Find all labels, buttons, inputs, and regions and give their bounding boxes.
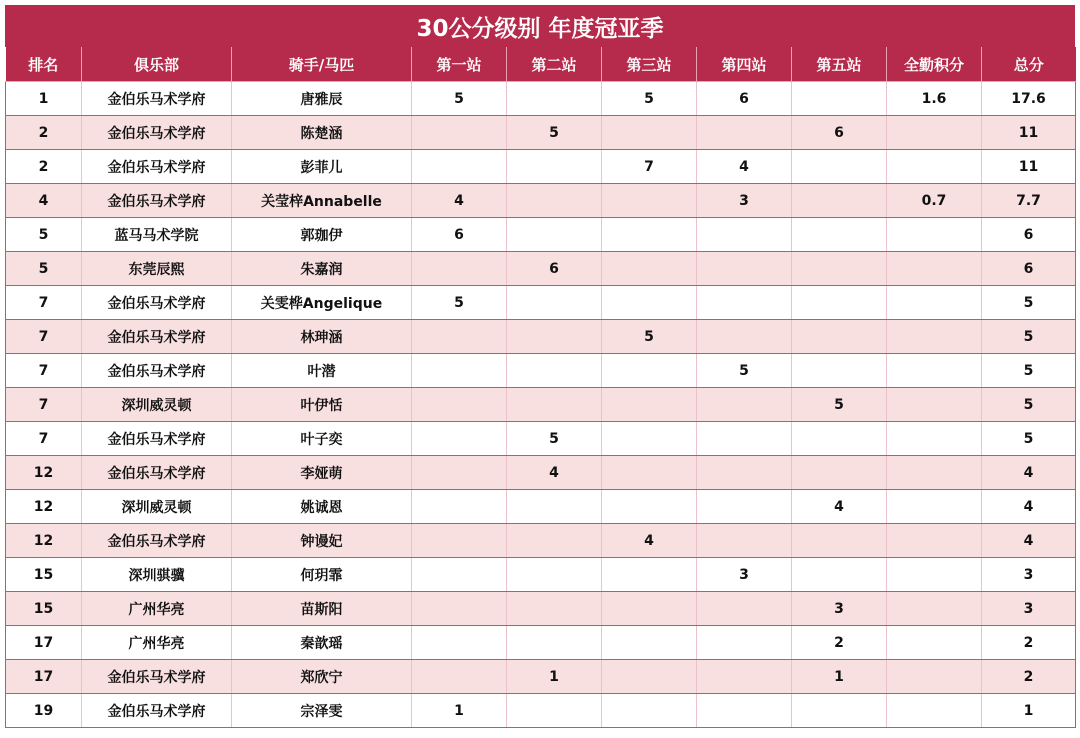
cell-club: 金伯乐马术学府 xyxy=(82,82,232,116)
cell-stage-2: 1 xyxy=(507,660,602,694)
cell-stage-1: 5 xyxy=(412,82,507,116)
cell-total: 4 xyxy=(982,524,1076,558)
cell-stage-1 xyxy=(412,320,507,354)
cell-stage-4: 6 xyxy=(697,82,792,116)
table-title: 30公分级别 年度冠亚季 xyxy=(5,5,1075,47)
cell-stage-4: 4 xyxy=(697,150,792,184)
table-body xyxy=(6,82,1076,728)
cell-stage-1 xyxy=(412,422,507,456)
cell-attendance xyxy=(887,524,982,558)
cell-stage-4 xyxy=(697,524,792,558)
cell-stage-3 xyxy=(602,388,697,422)
cell-total: 3 xyxy=(982,592,1076,626)
cell-stage-5: 1 xyxy=(792,660,887,694)
table-row xyxy=(6,388,1076,422)
cell-stage-4 xyxy=(697,286,792,320)
cell-stage-5 xyxy=(792,286,887,320)
table-row xyxy=(6,354,1076,388)
cell-stage-2 xyxy=(507,524,602,558)
cell-stage-4: 3 xyxy=(697,558,792,592)
cell-total: 7.7 xyxy=(982,184,1076,218)
cell-attendance xyxy=(887,388,982,422)
cell-stage-1 xyxy=(412,558,507,592)
cell-stage-5: 6 xyxy=(792,116,887,150)
cell-rank: 4 xyxy=(6,184,82,218)
cell-stage-3 xyxy=(602,626,697,660)
cell-attendance xyxy=(887,286,982,320)
cell-rank: 1 xyxy=(6,82,82,116)
cell-stage-3: 5 xyxy=(602,320,697,354)
cell-attendance xyxy=(887,422,982,456)
cell-club: 深圳骐骥 xyxy=(82,558,232,592)
column-header-stage-2: 第二站 xyxy=(507,47,602,82)
cell-club: 东莞辰熙 xyxy=(82,252,232,286)
column-header-rank: 排名 xyxy=(6,47,82,82)
cell-stage-2: 5 xyxy=(507,116,602,150)
cell-total: 6 xyxy=(982,252,1076,286)
table-row xyxy=(6,320,1076,354)
table-row xyxy=(6,116,1076,150)
table-row xyxy=(6,490,1076,524)
cell-stage-1: 6 xyxy=(412,218,507,252)
column-header-attendance: 全勤积分 xyxy=(887,47,982,82)
cell-rider: 陈楚涵 xyxy=(232,116,412,150)
cell-total: 6 xyxy=(982,218,1076,252)
cell-total: 11 xyxy=(982,150,1076,184)
table-row xyxy=(6,422,1076,456)
cell-stage-3 xyxy=(602,422,697,456)
cell-stage-1 xyxy=(412,456,507,490)
cell-attendance xyxy=(887,592,982,626)
cell-rider: 朱嘉润 xyxy=(232,252,412,286)
cell-club: 广州华亮 xyxy=(82,592,232,626)
cell-attendance xyxy=(887,354,982,388)
cell-stage-1 xyxy=(412,524,507,558)
cell-stage-1 xyxy=(412,150,507,184)
cell-rider: 关莹梓Annabelle xyxy=(232,184,412,218)
cell-rider: 关雯桦Angelique xyxy=(232,286,412,320)
header-row xyxy=(6,47,1076,82)
cell-total: 11 xyxy=(982,116,1076,150)
table-row xyxy=(6,252,1076,286)
cell-stage-4 xyxy=(697,592,792,626)
cell-attendance xyxy=(887,252,982,286)
table-row xyxy=(6,626,1076,660)
cell-stage-1 xyxy=(412,626,507,660)
cell-stage-2 xyxy=(507,320,602,354)
cell-stage-2 xyxy=(507,184,602,218)
cell-stage-3 xyxy=(602,218,697,252)
cell-stage-2 xyxy=(507,218,602,252)
cell-rank: 5 xyxy=(6,218,82,252)
cell-club: 深圳威灵顿 xyxy=(82,388,232,422)
cell-stage-1 xyxy=(412,116,507,150)
cell-stage-4 xyxy=(697,490,792,524)
cell-club: 金伯乐马术学府 xyxy=(82,660,232,694)
cell-stage-5 xyxy=(792,320,887,354)
cell-rank: 15 xyxy=(6,592,82,626)
table-row xyxy=(6,150,1076,184)
cell-stage-2 xyxy=(507,150,602,184)
cell-stage-5: 4 xyxy=(792,490,887,524)
cell-total: 3 xyxy=(982,558,1076,592)
cell-rider: 林珅涵 xyxy=(232,320,412,354)
cell-attendance xyxy=(887,490,982,524)
cell-stage-3 xyxy=(602,116,697,150)
cell-attendance xyxy=(887,558,982,592)
cell-total: 5 xyxy=(982,422,1076,456)
cell-rider: 苗斯阳 xyxy=(232,592,412,626)
cell-stage-3: 5 xyxy=(602,82,697,116)
table-row xyxy=(6,184,1076,218)
cell-club: 金伯乐马术学府 xyxy=(82,116,232,150)
cell-stage-2 xyxy=(507,354,602,388)
table-row xyxy=(6,82,1076,116)
cell-stage-5 xyxy=(792,558,887,592)
cell-stage-4 xyxy=(697,422,792,456)
cell-stage-2 xyxy=(507,626,602,660)
cell-attendance xyxy=(887,694,982,728)
cell-stage-3 xyxy=(602,456,697,490)
table-row xyxy=(6,218,1076,252)
cell-club: 金伯乐马术学府 xyxy=(82,524,232,558)
cell-stage-5 xyxy=(792,422,887,456)
cell-total: 1 xyxy=(982,694,1076,728)
cell-stage-1: 5 xyxy=(412,286,507,320)
cell-stage-4 xyxy=(697,252,792,286)
cell-club: 广州华亮 xyxy=(82,626,232,660)
cell-club: 深圳威灵顿 xyxy=(82,490,232,524)
cell-club: 金伯乐马术学府 xyxy=(82,286,232,320)
cell-rider: 秦歆瑶 xyxy=(232,626,412,660)
cell-stage-3 xyxy=(602,490,697,524)
cell-total: 2 xyxy=(982,626,1076,660)
cell-stage-3 xyxy=(602,592,697,626)
cell-stage-5: 2 xyxy=(792,626,887,660)
cell-rider: 姚诚恩 xyxy=(232,490,412,524)
cell-stage-3 xyxy=(602,252,697,286)
cell-stage-1: 1 xyxy=(412,694,507,728)
cell-club: 金伯乐马术学府 xyxy=(82,320,232,354)
cell-rank: 7 xyxy=(6,354,82,388)
cell-rank: 7 xyxy=(6,422,82,456)
cell-total: 5 xyxy=(982,286,1076,320)
cell-total: 5 xyxy=(982,388,1076,422)
cell-stage-4 xyxy=(697,218,792,252)
column-header-stage-5: 第五站 xyxy=(792,47,887,82)
cell-club: 蓝马马术学院 xyxy=(82,218,232,252)
table-row xyxy=(6,286,1076,320)
cell-stage-3 xyxy=(602,558,697,592)
cell-attendance: 0.7 xyxy=(887,184,982,218)
cell-total: 4 xyxy=(982,456,1076,490)
cell-rider: 钟谩妃 xyxy=(232,524,412,558)
table-row xyxy=(6,524,1076,558)
cell-stage-5 xyxy=(792,694,887,728)
cell-stage-1 xyxy=(412,490,507,524)
cell-stage-4 xyxy=(697,456,792,490)
cell-rider: 郭珈伊 xyxy=(232,218,412,252)
cell-stage-3: 7 xyxy=(602,150,697,184)
cell-stage-5 xyxy=(792,524,887,558)
cell-stage-2: 4 xyxy=(507,456,602,490)
column-header-club: 俱乐部 xyxy=(82,47,232,82)
cell-club: 金伯乐马术学府 xyxy=(82,184,232,218)
cell-club: 金伯乐马术学府 xyxy=(82,456,232,490)
cell-stage-5 xyxy=(792,354,887,388)
table-row xyxy=(6,660,1076,694)
cell-rider: 彭菲儿 xyxy=(232,150,412,184)
cell-rank: 12 xyxy=(6,490,82,524)
cell-attendance xyxy=(887,456,982,490)
cell-rider: 宗泽雯 xyxy=(232,694,412,728)
cell-stage-5: 3 xyxy=(792,592,887,626)
cell-stage-5 xyxy=(792,456,887,490)
cell-stage-3 xyxy=(602,184,697,218)
cell-stage-2: 5 xyxy=(507,422,602,456)
standings-sheet xyxy=(5,5,1075,728)
cell-total: 2 xyxy=(982,660,1076,694)
cell-attendance xyxy=(887,218,982,252)
cell-stage-5 xyxy=(792,218,887,252)
cell-rider: 何玥霏 xyxy=(232,558,412,592)
cell-rank: 7 xyxy=(6,286,82,320)
cell-rider: 叶子奕 xyxy=(232,422,412,456)
cell-stage-2 xyxy=(507,558,602,592)
cell-rider: 叶潜 xyxy=(232,354,412,388)
cell-rank: 19 xyxy=(6,694,82,728)
cell-stage-5 xyxy=(792,82,887,116)
cell-stage-3 xyxy=(602,354,697,388)
column-header-stage-3: 第三站 xyxy=(602,47,697,82)
cell-stage-5 xyxy=(792,184,887,218)
cell-stage-4 xyxy=(697,388,792,422)
cell-club: 金伯乐马术学府 xyxy=(82,422,232,456)
cell-rank: 2 xyxy=(6,150,82,184)
column-header-total: 总分 xyxy=(982,47,1076,82)
cell-stage-4: 5 xyxy=(697,354,792,388)
cell-rank: 2 xyxy=(6,116,82,150)
cell-rank: 17 xyxy=(6,660,82,694)
cell-stage-1 xyxy=(412,252,507,286)
cell-rider: 唐雅辰 xyxy=(232,82,412,116)
cell-stage-2 xyxy=(507,286,602,320)
cell-stage-4 xyxy=(697,694,792,728)
cell-stage-2 xyxy=(507,388,602,422)
table-row xyxy=(6,694,1076,728)
cell-stage-1: 4 xyxy=(412,184,507,218)
cell-stage-3 xyxy=(602,660,697,694)
cell-total: 5 xyxy=(982,354,1076,388)
cell-total: 17.6 xyxy=(982,82,1076,116)
cell-stage-2 xyxy=(507,592,602,626)
cell-stage-1 xyxy=(412,388,507,422)
cell-stage-3 xyxy=(602,286,697,320)
column-header-stage-4: 第四站 xyxy=(697,47,792,82)
cell-stage-5 xyxy=(792,150,887,184)
cell-rank: 7 xyxy=(6,320,82,354)
cell-attendance xyxy=(887,626,982,660)
cell-rank: 5 xyxy=(6,252,82,286)
cell-stage-4 xyxy=(697,320,792,354)
cell-rank: 7 xyxy=(6,388,82,422)
cell-rider: 郑欣宁 xyxy=(232,660,412,694)
cell-rank: 12 xyxy=(6,524,82,558)
cell-club: 金伯乐马术学府 xyxy=(82,150,232,184)
cell-stage-4: 3 xyxy=(697,184,792,218)
cell-attendance xyxy=(887,660,982,694)
cell-stage-5: 5 xyxy=(792,388,887,422)
cell-rank: 12 xyxy=(6,456,82,490)
cell-attendance xyxy=(887,320,982,354)
cell-club: 金伯乐马术学府 xyxy=(82,354,232,388)
cell-rider: 李娅萌 xyxy=(232,456,412,490)
cell-rider: 叶伊恬 xyxy=(232,388,412,422)
cell-stage-1 xyxy=(412,354,507,388)
cell-club: 金伯乐马术学府 xyxy=(82,694,232,728)
cell-stage-5 xyxy=(792,252,887,286)
cell-stage-3 xyxy=(602,694,697,728)
cell-rank: 15 xyxy=(6,558,82,592)
cell-total: 4 xyxy=(982,490,1076,524)
cell-stage-2 xyxy=(507,490,602,524)
table-row xyxy=(6,592,1076,626)
cell-attendance xyxy=(887,150,982,184)
cell-stage-3: 4 xyxy=(602,524,697,558)
cell-stage-2: 6 xyxy=(507,252,602,286)
cell-stage-1 xyxy=(412,660,507,694)
cell-attendance xyxy=(887,116,982,150)
cell-stage-2 xyxy=(507,82,602,116)
cell-rank: 17 xyxy=(6,626,82,660)
cell-stage-1 xyxy=(412,592,507,626)
table-row xyxy=(6,456,1076,490)
column-header-rider: 骑手/马匹 xyxy=(232,47,412,82)
cell-stage-4 xyxy=(697,626,792,660)
table-row xyxy=(6,558,1076,592)
cell-stage-2 xyxy=(507,694,602,728)
cell-stage-4 xyxy=(697,116,792,150)
cell-attendance: 1.6 xyxy=(887,82,982,116)
standings-table xyxy=(5,47,1076,728)
cell-total: 5 xyxy=(982,320,1076,354)
column-header-stage-1: 第一站 xyxy=(412,47,507,82)
cell-stage-4 xyxy=(697,660,792,694)
